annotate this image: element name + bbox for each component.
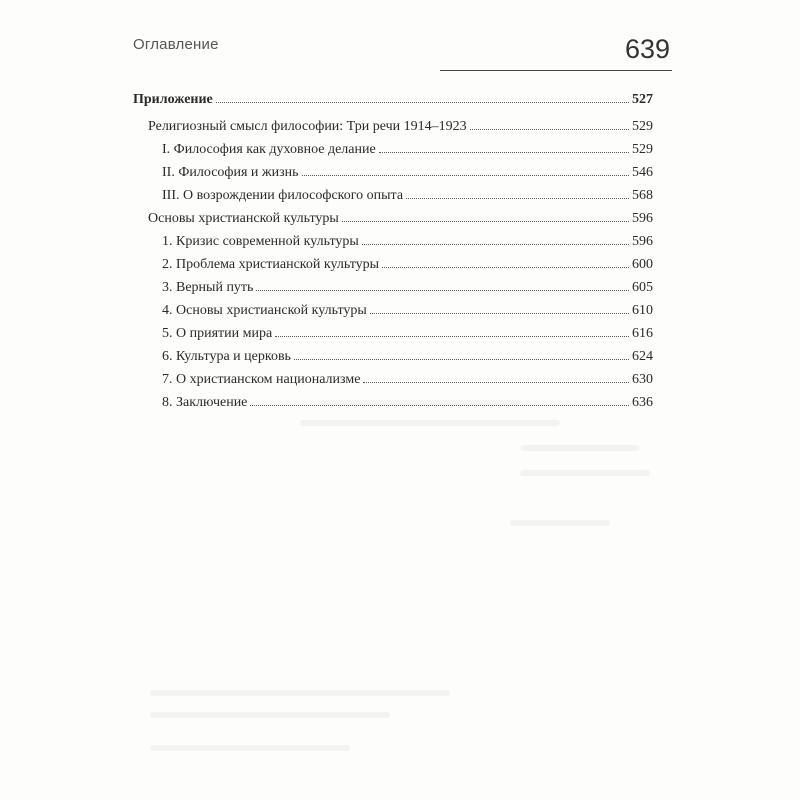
toc-entry-label: Приложение (133, 92, 213, 107)
toc-entry-label: 6. Культура и церковь (162, 349, 291, 364)
toc-entry (133, 345, 653, 368)
dot-leader (363, 382, 629, 383)
dot-leader (342, 221, 629, 222)
toc-entry-page: 529 (632, 142, 653, 157)
toc-entry-page: 600 (632, 257, 653, 272)
toc-entry (133, 391, 653, 414)
toc-entry (133, 184, 653, 207)
toc-entry (133, 161, 653, 184)
dot-leader (256, 290, 629, 291)
toc-entry (133, 299, 653, 322)
toc-entry-page: 605 (632, 280, 653, 295)
toc-entry-page: 616 (632, 326, 653, 341)
toc-entry-page: 596 (632, 211, 653, 226)
toc-entry-label: 8. Заключение (162, 395, 248, 410)
toc-entry-label: Основы христианской культуры (148, 211, 339, 226)
toc-entry-page: 610 (632, 303, 653, 318)
toc-entry-page: 636 (632, 395, 653, 410)
toc-entry-page: 527 (632, 92, 653, 107)
toc-entry-page: 568 (632, 188, 653, 203)
toc-entry-label: I. Философия как духовное делание (162, 142, 376, 157)
toc-entry (133, 115, 653, 138)
toc-entry-label: 1. Кризис современной культуры (162, 234, 359, 249)
dot-leader (370, 313, 629, 314)
toc-entry-label: 2. Проблема христианской культуры (162, 257, 380, 272)
dot-leader (302, 175, 630, 176)
toc-entry-label: III. О возрождении философского опыта (162, 188, 404, 203)
dot-leader (406, 198, 629, 199)
toc-entry-label: 4. Основы христианской культуры (162, 303, 367, 318)
toc-entry-page: 596 (632, 234, 653, 249)
toc-entry-page: 529 (632, 119, 653, 134)
dot-leader (275, 336, 629, 337)
toc-entry (133, 276, 653, 299)
header-rule (440, 70, 672, 71)
dot-leader (216, 102, 629, 103)
toc-entry-label: 5. О приятии мира (162, 326, 273, 341)
dot-leader (470, 129, 629, 130)
toc-entry (133, 207, 653, 230)
table-of-contents (133, 88, 653, 414)
dot-leader (294, 359, 629, 360)
toc-entry-label: 3. Верный путь (162, 280, 254, 295)
toc-entry (133, 138, 653, 161)
toc-entry-page: 546 (632, 165, 653, 180)
toc-entry-label: II. Философия и жизнь (162, 165, 299, 180)
running-header-title: Оглавление (133, 36, 219, 53)
toc-entry-page: 624 (632, 349, 653, 364)
toc-entry-label: Религиозный смысл философии: Три речи 1914–1923 (148, 119, 467, 134)
toc-entry (133, 230, 653, 253)
dot-leader (379, 152, 629, 153)
dot-leader (250, 405, 629, 406)
dot-leader (362, 244, 629, 245)
toc-entry-page: 630 (632, 372, 653, 387)
toc-entry-label: 7. О христианском национализме (162, 372, 361, 387)
toc-entry (133, 88, 653, 114)
toc-entry (133, 253, 653, 276)
dot-leader (382, 267, 629, 268)
page-number: 639 (624, 34, 670, 64)
toc-entry (133, 322, 653, 345)
toc-entry (133, 368, 653, 391)
